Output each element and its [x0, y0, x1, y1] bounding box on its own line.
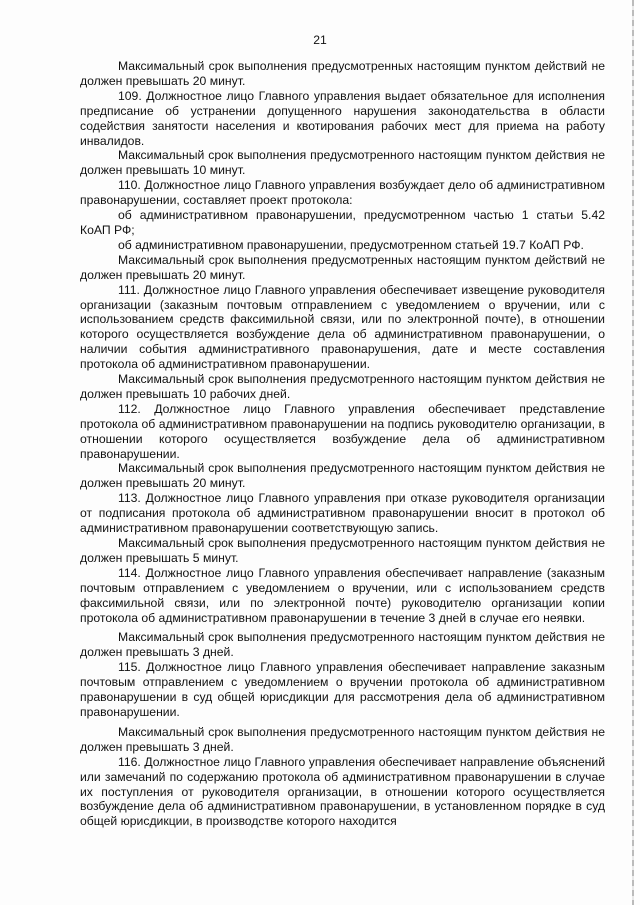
- paragraph: Максимальный срок выполнения предусмотренного настоящим пунктом действия не должен превышать 10 рабочих дней.: [80, 372, 605, 401]
- scan-edge: [632, 0, 634, 905]
- paragraph: 115. Должностное лицо Главного управления обеспечивает направление заказным почтовым отправлением с уведомлением о вручении протокола об административном правонарушении в суд общей юрисдикции для рассмотрения дела об административном правонарушении.: [80, 660, 605, 719]
- document-body: [80, 59, 605, 829]
- paragraph: 112. Должностное лицо Главного управления обеспечивает представление протокола об административном правонарушении на подпись руководителю организации, в отношении которого осуществляется возбуждение дела об административном правонарушении.: [80, 401, 605, 461]
- paragraph: Максимальный срок выполнения предусмотренного настоящим пунктом действия не должен превышать 3 дней.: [80, 724, 605, 754]
- paragraph: об административном правонарушении, предусмотренном статьей 19.7 КоАП РФ.: [118, 237, 584, 252]
- paragraph: 110. Должностное лицо Главного управления возбуждает дело об административном правонарушении, составляет проект протокола:: [80, 178, 605, 208]
- page-number: 21: [313, 33, 327, 47]
- paragraph: Максимальный срок выполнения предусмотренного настоящим пунктом действия не должен превышать 10 минут.: [80, 148, 605, 178]
- paragraph: Максимальный срок выполнения предусмотренных настоящим пунктом действий не должен превышать 20 минут.: [80, 252, 605, 282]
- paragraph: Максимальный срок выполнения предусмотренного настоящим пунктом действия не должен превышать 5 минут.: [80, 536, 605, 565]
- paragraph: 109. Должностное лицо Главного управления выдает обязательное для исполнения предписание об устранении допущенного нарушения законодательства в области содействия занятости населения и квотирования рабочих мест для приема на работу инвалидов.: [80, 88, 605, 148]
- paragraph: 116. Должностное лицо Главного управления обеспечивает направление объяснений или замечаний по содержанию протокола об административном правонарушении в случае их поступления от руководителя организации, в отношении которого осуществляется возбуждение дела об административном правонарушении, в установленном порядке в суд общей юрисдикции, в производстве которого находится: [80, 754, 605, 829]
- paragraph: Максимальный срок выполнения предусмотренного настоящим пунктом действия не должен превышать 3 дней.: [80, 630, 605, 660]
- paragraph: об административном правонарушении, предусмотренном частью 1 статьи 5.42 КоАП РФ;: [80, 208, 605, 237]
- paragraph: Максимальный срок выполнения предусмотренных настоящим пунктом действий не должен превышать 20 минут.: [80, 59, 605, 88]
- paragraph: 113. Должностное лицо Главного управления при отказе руководителя организации от подписания протокола об административном правонарушении вносит в протокол об административном правонарушении соответствующую запись.: [80, 491, 605, 536]
- paragraph: 114. Должностное лицо Главного управления обеспечивает направление (заказным почтовым отправлением с уведомлением о вручении, или с использованием средств факсимильной связи, или по электронной почте) руководителю организации копии протокола об административном правонарушении в течение 3 дней в случае его неявки.: [80, 565, 605, 625]
- paragraph: Максимальный срок выполнения предусмотренного настоящим пунктом действия не должен превышать 20 минут.: [80, 461, 605, 491]
- paragraph: 111. Должностное лицо Главного управления обеспечивает извещение руководителя организации (заказным почтовым отправлением с уведомлением о вручении, или с использованием средств факсимильной связи, или по электронной почте), в отношении которого осуществляется возбуждение дела об административном правонарушении, о наличии события административного правонарушения, дате и месте составления протокола об административном правонарушении.: [80, 282, 605, 372]
